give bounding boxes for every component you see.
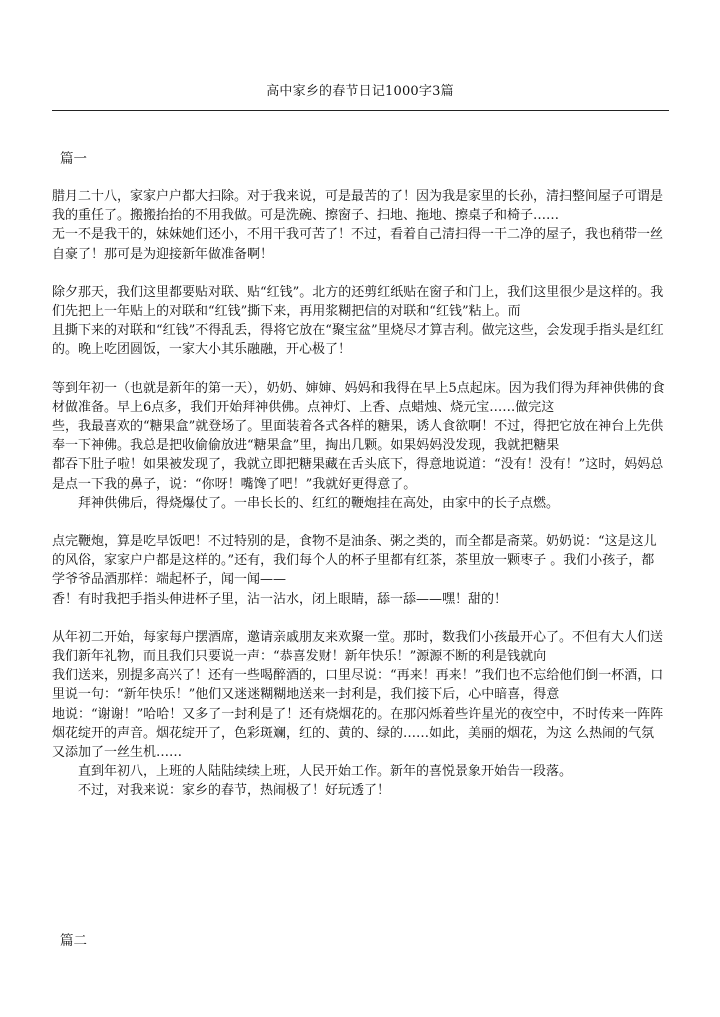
- paragraph: 些，我最喜欢的“糖果盒”就登场了。里面装着各式各样的糖果，诱人食欲啊！不过，得把它放在神台上先供奉一下神佛。我总是把收偷偷放进“糖果盒”里，掏出几颗。如果妈妈没发现，我就把糖果: [52, 419, 664, 454]
- spacer: [52, 513, 667, 532]
- header-rule: [52, 110, 669, 111]
- paragraph: 从年初二开始，每家每户摆酒席，邀请亲戚朋友来欢聚一堂。那时，数我们小孩最开心了。不但有大人们送我们新年礼物，而且我们只要说一声：“恭喜发财！新年快乐！”源源不断的利是钱就向: [52, 629, 664, 665]
- document-body: [52, 150, 667, 801]
- page-title: 高中家乡的春节日记1000字3篇: [266, 84, 454, 99]
- paragraph: 直到年初八，上班的人陆陆续续上班，人民开始工作。新年的喜悦景象开始告一段落。: [78, 764, 573, 780]
- paragraph: 我们送来，别提多高兴了！还有一些喝醉酒的，口里尽说：“再来！再来！”我们也不忘给他们倒一杯酒，口里说一句：“新年快乐！”他们又迷迷糊糊地送来一封利是，我们接下后，心中暗喜，得意: [52, 668, 664, 703]
- spacer: [52, 360, 667, 379]
- spacer: [52, 264, 667, 283]
- paragraph: 除夕那天，我们这里都要贴对联、贴“红钱”。北方的还剪红纸贴在窗子和门上，我们这里很少是这样的。我们先把上一年贴上的对联和“红钱”撕下来，再用浆糊把信的对联和“红钱”粘上。而: [52, 284, 664, 320]
- section-heading-1: 篇一: [60, 151, 87, 167]
- paragraph: 点完鞭炮，算是吃早饭吧！不过特别的是，食物不是油条、粥之类的，而全都是斋菜。奶奶说：“这是这儿的风俗，家家户户都是这样的。”还有，我们每个人的杯子里都有红茶，茶里放一颗枣子 。我们小孩子，都学爷爷品酒那样：端起杯子，闻一闻——: [52, 534, 657, 588]
- paragraph: 腊月二十八，家家户户都大扫除。对于我来说，可是最苦的了！因为我是家里的长孙，清扫整间屋子可谓是我的重任了。搬搬抬抬的不用我做。可是洗碗、擦窗子、扫地、拖地、擦桌子和椅子……: [52, 189, 664, 224]
- section-heading-2: 篇二: [60, 933, 87, 949]
- spacer: [52, 609, 667, 628]
- paragraph: 无一不是我干的，妹妹她们还小，不用干我可苦了！不过，看着自己清扫得一干二净的屋子，我也稍带一丝自豪了！那可是为迎接新年做准备啊！: [52, 227, 664, 262]
- paragraph: 地说：“谢谢！”哈哈！又多了一封利是了！还有烧烟花的。在那闪烁着些许星光的夜空中，不时传来一阵阵烟花绽开的声音。烟花绽开了，色彩斑斓，红的、黄的、绿的……如此，美丽的烟花，为这 么热闹的气氛又添加了一丝生机……: [52, 706, 664, 761]
- paragraph: 不过，对我来说：家乡的春节，热闹极了！好玩透了！: [78, 783, 391, 799]
- paragraph: 都吞下肚子啦！如果被发现了，我就立即把糖果藏在舌头底下，得意地说道：“没有！没有！”这时，妈妈总是点一下我的鼻子，说：“你呀！嘴馋了吧！”我就好更得意了。: [52, 457, 664, 492]
- paragraph: 香！有时我把手指头伸进杯子里，沾一沾水，闭上眼睛，舔一舔——嘿！甜的！: [52, 591, 508, 607]
- paragraph: 拜神供佛后，得烧爆仗了。一串长长的、红红的鞭炮挂在高处，由家中的长子点燃。: [78, 495, 560, 511]
- paragraph: 等到年初一（也就是新年的第一天），奶奶、婶婶、妈妈和我得在早上5点起床。因为我们得为拜神供佛的食材做准备。早上6点多，我们开始拜神供佛。点神灯、上香、点蜡烛、烧元宝……做完这: [52, 380, 665, 415]
- paragraph: 且撕下来的对联和“红钱”不得乱丢，得将它放在“聚宝盆”里烧尽才算吉利。做完这些，会发现手指头是红红的。晚上吃团圆饭，一家大小其乐融融，开心极了！: [52, 323, 664, 358]
